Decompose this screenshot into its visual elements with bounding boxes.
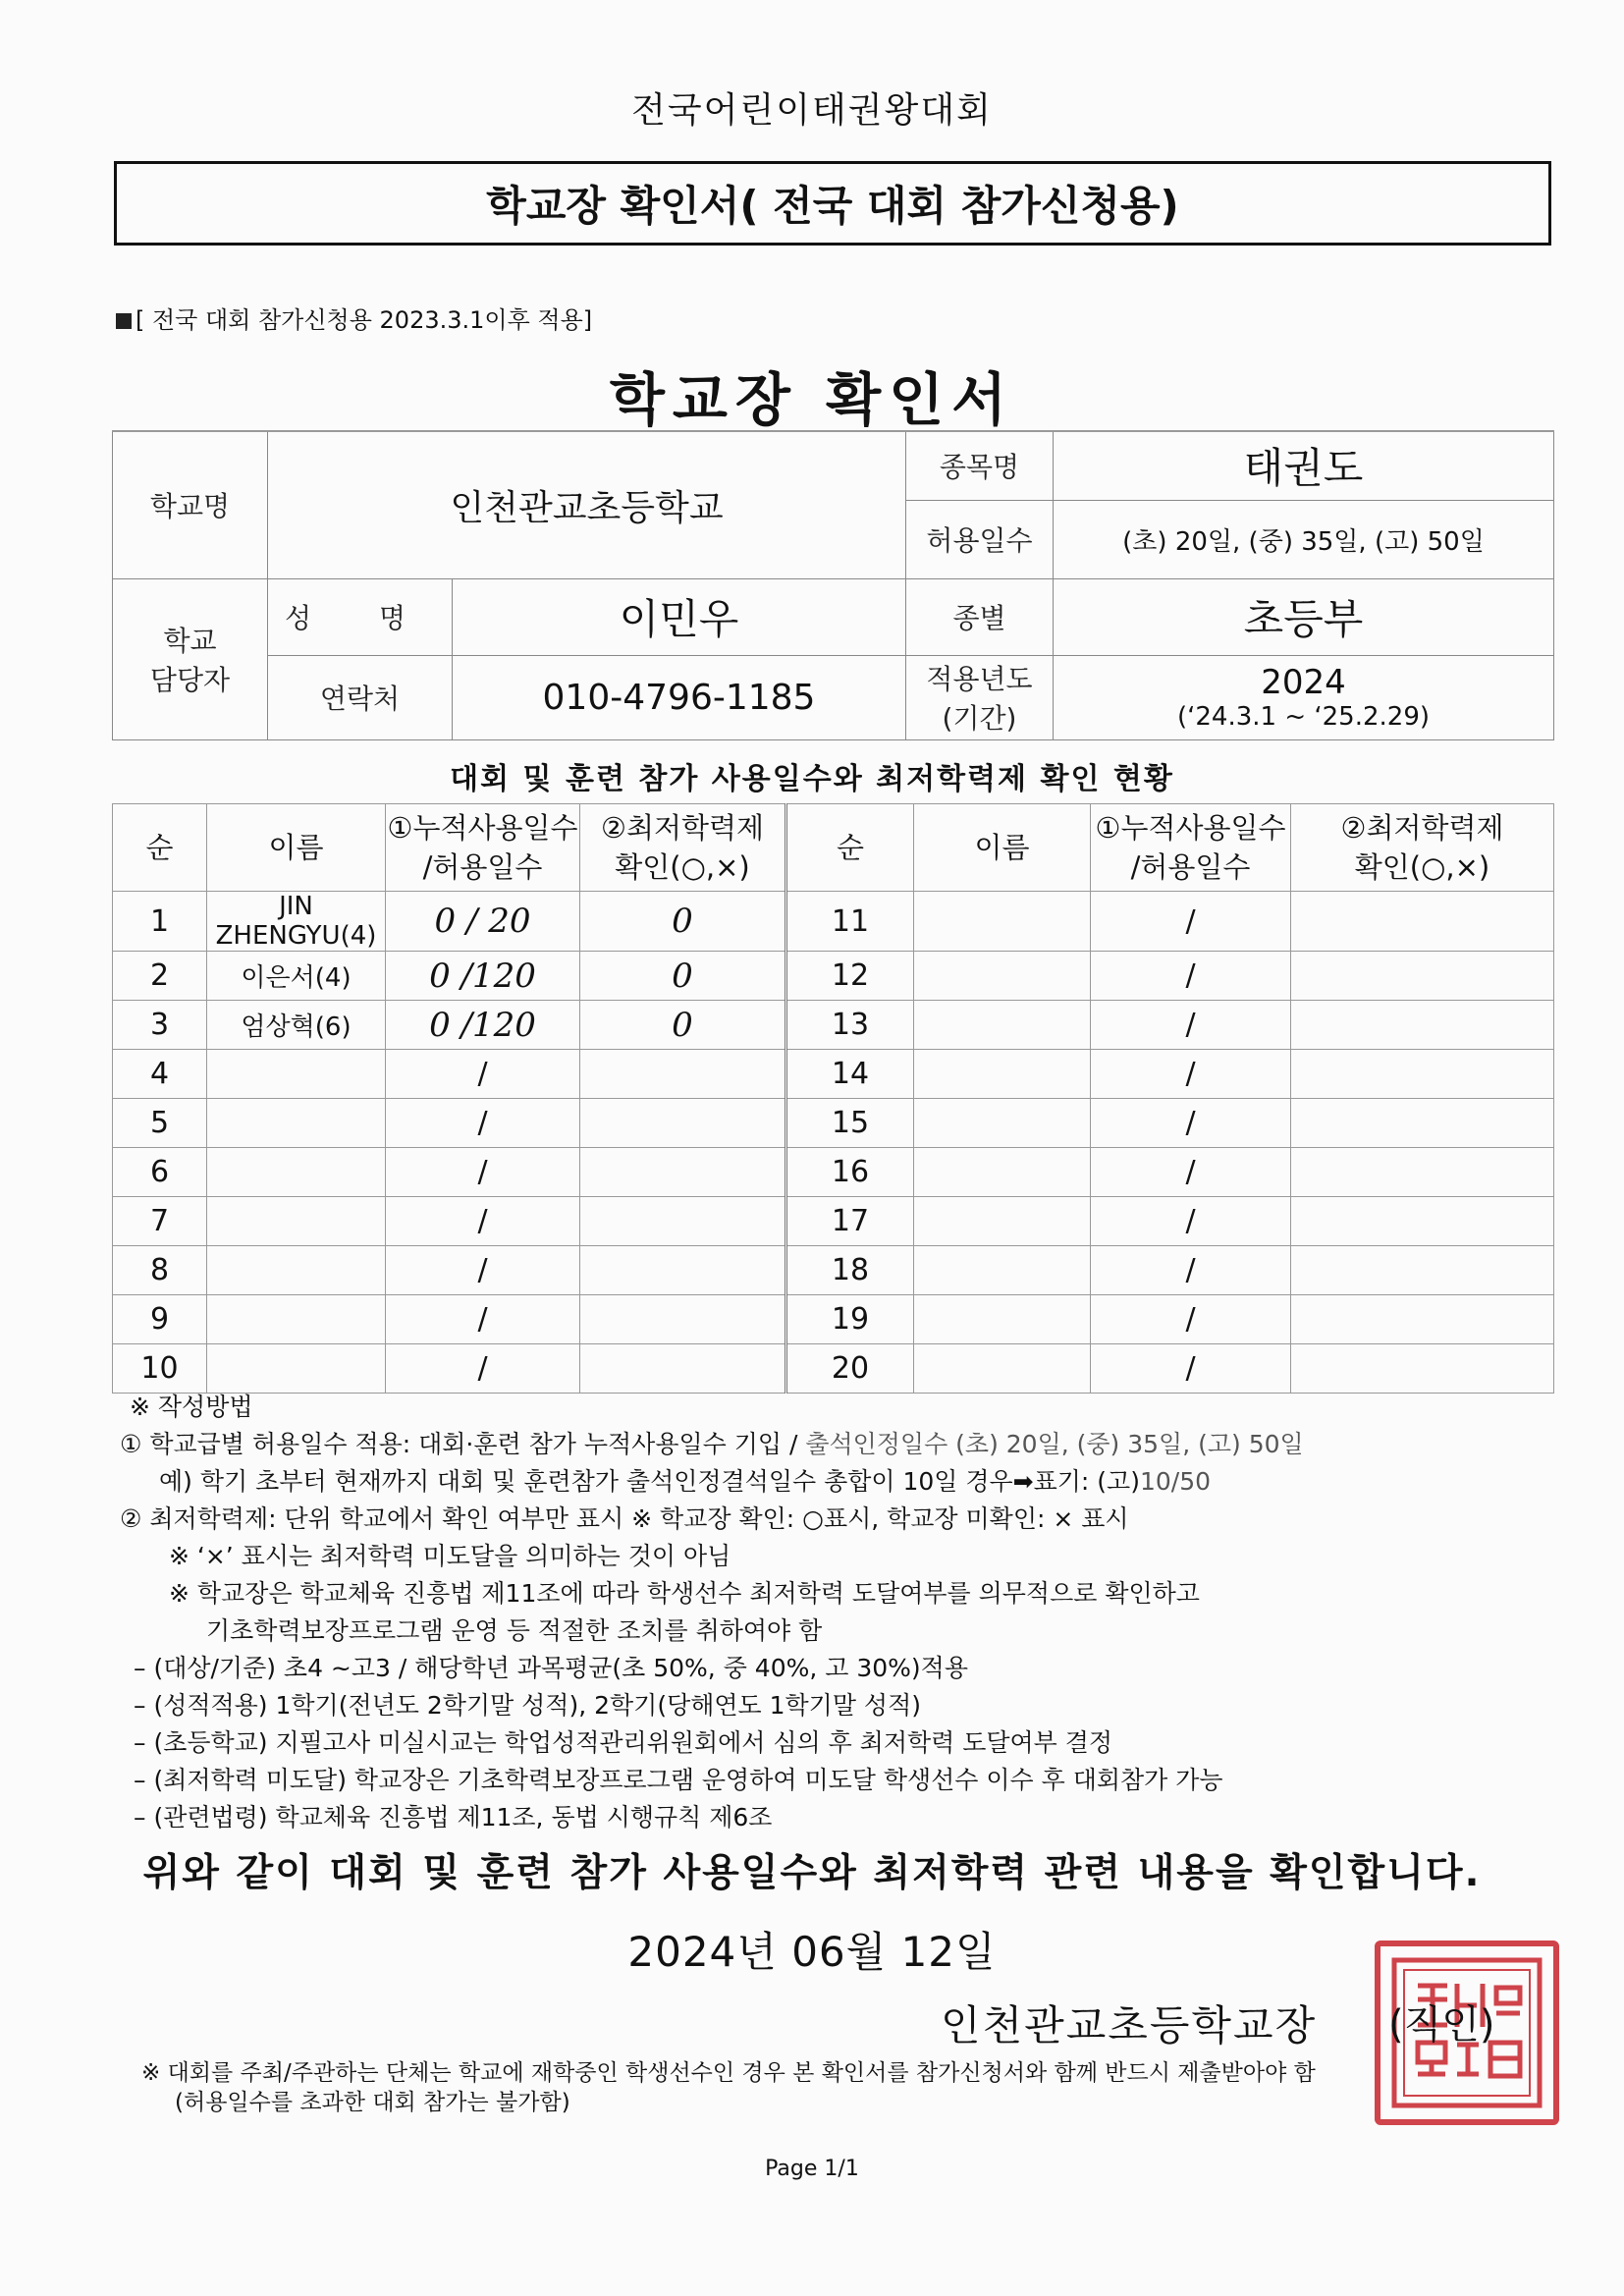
row-min-check-2 [1291, 1050, 1554, 1099]
instruction-line [120, 1463, 1553, 1501]
instruction-text: – (대상/기준) 초4 ~고3 / 해당학년 과목평균(초 50%, 중 40%, 고 30%)적용 [134, 1654, 968, 1682]
row-name-2 [914, 1344, 1091, 1394]
allowed-days-label: 허용일수 [906, 500, 1054, 578]
seal-label: (직인) [1388, 2002, 1495, 2048]
row-min-check [580, 1148, 786, 1197]
header-days-2 [1091, 804, 1291, 892]
square-bullet-icon [116, 313, 132, 329]
table-row [113, 1099, 1554, 1148]
instruction-text: – (성적적용) 1학기(전년도 2학기말 성적), 2학기(당해연도 1학기말 성적) [134, 1691, 921, 1720]
instruction-text: – (최저학력 미도달) 학교장은 기초학력보장프로그램 운영하여 미도달 학생선수 이수 후 대회참가 가능 [134, 1766, 1223, 1794]
table-row [113, 1295, 1554, 1344]
table-row [113, 1197, 1554, 1246]
row-name-2 [914, 1197, 1091, 1246]
row-min-check-2 [1291, 892, 1554, 952]
division-label: 종별 [906, 578, 1054, 655]
row-days: / [386, 1099, 580, 1148]
year-period: (‘24.3.1 ~ ‘25.2.29) [1176, 702, 1431, 732]
row-days-2: / [1091, 1197, 1291, 1246]
issue-date: 2024년 06월 12일 [627, 1928, 997, 1976]
row-name-2 [914, 1050, 1091, 1099]
instruction-text: ※ 작성방법 [130, 1393, 253, 1421]
table-row [113, 1246, 1554, 1295]
row-number-2: 18 [786, 1246, 914, 1295]
school-label: 학교명 [113, 431, 268, 578]
row-number: 4 [113, 1050, 207, 1099]
table-row [113, 952, 1554, 1001]
contact-group-label-line1: 학교 [163, 625, 217, 657]
instruction-highlight: 10/50 [1139, 1467, 1212, 1496]
row-days-2: / [1091, 1295, 1291, 1344]
row-days-2: / [1091, 1246, 1291, 1295]
instruction-text: ※ 학교장은 학교체육 진흥법 제11조에 따라 학생선수 최저학력 도달여부를 의무적으로 확인하고 [169, 1579, 1200, 1608]
phone-value: 010-4796-1185 [453, 655, 906, 739]
row-name [207, 1148, 386, 1197]
table-row [113, 1050, 1554, 1099]
applicability-note [116, 301, 592, 335]
row-name [207, 1050, 386, 1099]
instruction-line [120, 1762, 1553, 1799]
instructions [120, 1389, 1553, 1836]
year-cell [1054, 655, 1554, 739]
instruction-line [120, 1799, 1553, 1836]
row-days: 0 /120 [386, 952, 580, 1001]
name-value: 이민우 [453, 578, 906, 655]
row-days: 0 / 20 [386, 892, 580, 952]
row-min-check [580, 1050, 786, 1099]
row-min-check [580, 1295, 786, 1344]
division-value: 초등부 [1054, 578, 1554, 655]
row-days-2: / [1091, 1099, 1291, 1148]
event-value: 태권도 [1054, 431, 1554, 500]
row-name [207, 1246, 386, 1295]
row-name [207, 1099, 386, 1148]
instruction-text: ① 학교급별 허용일수 적용: 대회·훈련 참가 누적사용일수 기입 / [120, 1430, 806, 1458]
row-number: 2 [113, 952, 207, 1001]
year-label [906, 655, 1054, 739]
header-min-line1: ②최저학력제 [600, 811, 765, 845]
header-days-line2: /허용일수 [422, 850, 543, 884]
phone-label: 연락처 [268, 655, 453, 739]
row-number: 3 [113, 1001, 207, 1050]
header-days-2-line1: ①누적사용일수 [1095, 811, 1286, 845]
header-name: 이름 [207, 804, 386, 892]
year-value: 2024 [1261, 663, 1346, 702]
instruction-text: – (관련법령) 학교체육 진흥법 제11조, 동법 시행규칙 제6조 [134, 1803, 773, 1831]
row-min-check: 0 [580, 892, 786, 952]
page-number: Page 1/1 [765, 2157, 859, 2181]
row-name: JIN ZHENGYU(4) [207, 892, 386, 952]
confirmation-statement: 위와 같이 대회 및 훈련 참가 사용일수와 최저학력 관련 내용을 확인합니다. [142, 1851, 1482, 1895]
contact-group-label-line2: 담당자 [149, 664, 231, 696]
row-number-2: 13 [786, 1001, 914, 1050]
row-min-check [580, 1344, 786, 1394]
table-row [113, 892, 1554, 952]
header-min-2 [1291, 804, 1554, 892]
header-min-2-line2: 확인(○,×) [1354, 850, 1490, 884]
header-min-line2: 확인(○,×) [615, 850, 750, 884]
instruction-line [120, 1650, 1553, 1687]
principal-title: 인천관교초등학교장 [941, 2001, 1318, 2050]
header-days-line1: ①누적사용일수 [387, 811, 578, 845]
school-value: 인천관교초등학교 [268, 431, 906, 578]
row-name-2 [914, 892, 1091, 952]
row-number-2: 20 [786, 1344, 914, 1394]
row-min-check: 0 [580, 1001, 786, 1050]
event-label: 종목명 [906, 431, 1054, 500]
row-number-2: 11 [786, 892, 914, 952]
row-name [207, 1344, 386, 1394]
form-title-box [114, 161, 1551, 246]
list-heading: 대회 및 훈련 참가 사용일수와 최저학력제 확인 현황 [450, 762, 1174, 796]
instruction-line [120, 1426, 1553, 1463]
row-min-check-2 [1291, 1197, 1554, 1246]
instruction-line [120, 1575, 1553, 1613]
row-min-check-2 [1291, 952, 1554, 1001]
row-days-2: / [1091, 1050, 1291, 1099]
row-name-2 [914, 1001, 1091, 1050]
row-number: 5 [113, 1099, 207, 1148]
instruction-line [120, 1538, 1553, 1575]
row-name-2 [914, 1295, 1091, 1344]
row-days-2: / [1091, 1148, 1291, 1197]
row-min-check-2 [1291, 1099, 1554, 1148]
row-days: / [386, 1197, 580, 1246]
row-min-check-2 [1291, 1148, 1554, 1197]
row-days: / [386, 1148, 580, 1197]
header-no-2: 순 [786, 804, 914, 892]
row-days-2: / [1091, 1001, 1291, 1050]
school-info-table [112, 430, 1554, 740]
row-min-check-2 [1291, 1246, 1554, 1295]
instruction-line [120, 1724, 1553, 1762]
row-days: 0 /120 [386, 1001, 580, 1050]
instruction-text: ② 최저학력제: 단위 학교에서 확인 여부만 표시 ※ 학교장 확인: ○표시, 학교장 미확인: × 표시 [120, 1504, 1129, 1533]
row-days-2: / [1091, 952, 1291, 1001]
instruction-line [120, 1613, 1553, 1650]
row-days: / [386, 1050, 580, 1099]
name-label: 성 명 [268, 578, 453, 655]
year-label-line2: (기간) [942, 702, 1017, 735]
row-min-check [580, 1246, 786, 1295]
row-days: / [386, 1344, 580, 1394]
row-number: 6 [113, 1148, 207, 1197]
row-name-2 [914, 952, 1091, 1001]
row-name-2 [914, 1148, 1091, 1197]
instruction-line [120, 1501, 1553, 1538]
header-days [386, 804, 580, 892]
row-min-check-2 [1291, 1344, 1554, 1394]
row-days-2: / [1091, 892, 1291, 952]
header-min [580, 804, 786, 892]
instruction-text: 기초학력보장프로그램 운영 등 적절한 조치를 취하여야 함 [206, 1616, 823, 1645]
instruction-text: 예) 학기 초부터 현재까지 대회 및 훈련참가 출석인정결석일수 총합이 10일 경우➡표기: (고) [159, 1467, 1140, 1496]
row-min-check-2 [1291, 1001, 1554, 1050]
row-name: 엄상혁(6) [207, 1001, 386, 1050]
row-days: / [386, 1295, 580, 1344]
row-number: 8 [113, 1246, 207, 1295]
document-title: 학교장 확인서 [609, 366, 1015, 433]
header-no: 순 [113, 804, 207, 892]
instruction-text: – (초등학교) 지필고사 미실시교는 학업성적관리위원회에서 심의 후 최저학력 도달여부 결정 [134, 1728, 1113, 1757]
instruction-line [120, 1389, 1553, 1426]
header-name-2: 이름 [914, 804, 1091, 892]
row-name-2 [914, 1099, 1091, 1148]
form-title: 학교장 확인서( 전국 대회 참가신청용) [486, 182, 1179, 230]
year-label-line1: 적용년도 [926, 663, 1033, 695]
row-min-check-2 [1291, 1295, 1554, 1344]
row-number: 9 [113, 1295, 207, 1344]
row-name-2 [914, 1246, 1091, 1295]
row-number: 10 [113, 1344, 207, 1394]
row-days: / [386, 1246, 580, 1295]
header-days-2-line2: /허용일수 [1130, 850, 1251, 884]
table-row [113, 1344, 1554, 1394]
row-number: 7 [113, 1197, 207, 1246]
allowed-days-value: (초) 20일, (중) 35일, (고) 50일 [1054, 500, 1554, 578]
row-number-2: 16 [786, 1148, 914, 1197]
row-number-2: 19 [786, 1295, 914, 1344]
row-number-2: 12 [786, 952, 914, 1001]
athlete-list-table [112, 803, 1554, 1394]
row-number-2: 14 [786, 1050, 914, 1099]
table-row [113, 1148, 1554, 1197]
row-min-check: 0 [580, 952, 786, 1001]
instruction-text: ※ ‘×’ 표시는 최저학력 미도달을 의미하는 것이 아님 [169, 1542, 731, 1570]
competition-name: 전국어린이태권왕대회 [631, 90, 993, 131]
footnote-line1: ※ 대회를 주최/주관하는 단체는 학교에 재학중인 학생선수인 경우 본 확인서를 참가신청서와 함께 반드시 제출받아야 함 [141, 2060, 1316, 2086]
instruction-highlight: 출석인정일수 (초) 20일, (중) 35일, (고) 50일 [805, 1430, 1304, 1458]
row-min-check [580, 1099, 786, 1148]
row-number-2: 15 [786, 1099, 914, 1148]
instruction-line [120, 1687, 1553, 1724]
row-days-2: / [1091, 1344, 1291, 1394]
row-name: 이은서(4) [207, 952, 386, 1001]
row-name [207, 1295, 386, 1344]
row-number-2: 17 [786, 1197, 914, 1246]
row-min-check [580, 1197, 786, 1246]
footnote-line2: (허용일수를 초과한 대회 참가는 불가함) [175, 2090, 570, 2115]
row-name [207, 1197, 386, 1246]
footnote [141, 2058, 1536, 2117]
applicability-text: [ 전국 대회 참가신청용 2023.3.1이후 적용] [135, 306, 593, 334]
row-number: 1 [113, 892, 207, 952]
header-min-2-line1: ②최저학력제 [1340, 811, 1504, 845]
table-row [113, 1001, 1554, 1050]
contact-group-label [113, 578, 268, 739]
